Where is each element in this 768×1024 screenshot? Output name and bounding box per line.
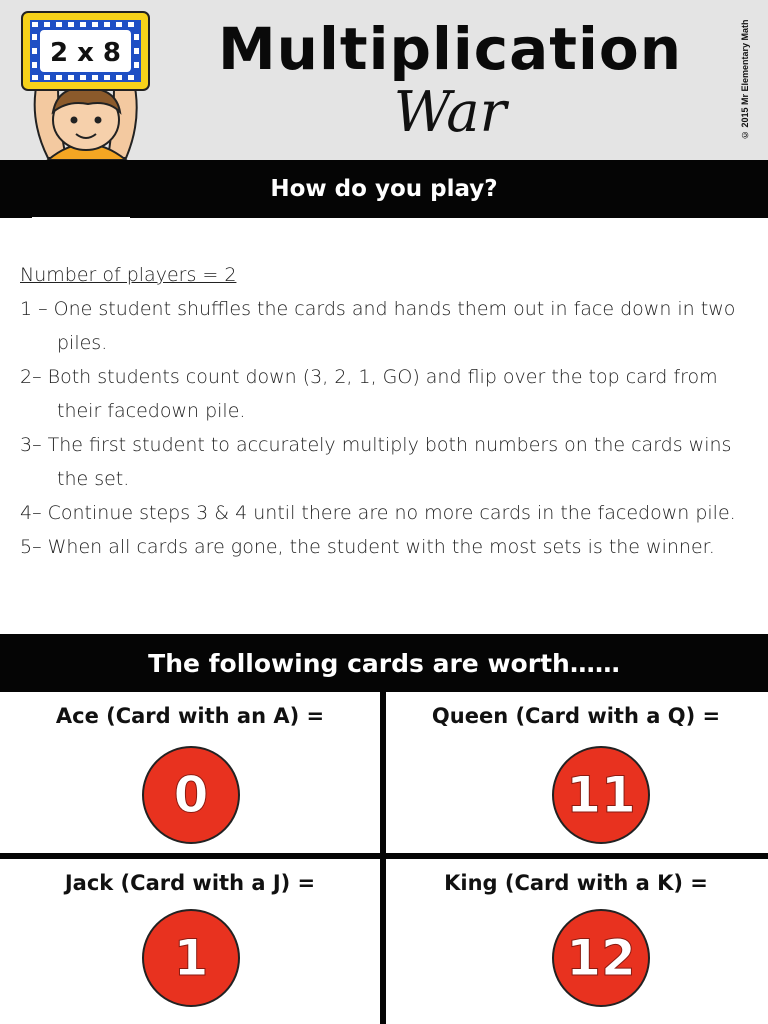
page-title: Multiplication [217, 15, 683, 83]
card-label: Queen (Card with a Q) = [431, 704, 721, 728]
card-value-number: 11 [566, 766, 636, 824]
value-circle-icon [550, 907, 652, 1009]
value-circle-icon [140, 744, 242, 846]
value-circle-icon [550, 744, 652, 846]
heading-underline-decoration [32, 217, 130, 219]
grid-divider-horizontal [0, 853, 768, 859]
page-subtitle: War [393, 80, 507, 145]
card-label: Ace (Card with an A) = [55, 704, 325, 728]
card-value-king [386, 859, 766, 1024]
badge-text: 2 x 8 [49, 38, 122, 68]
rules-section [20, 258, 750, 564]
card-label: Jack (Card with a J) = [64, 871, 316, 895]
card-values-heading: The following cards are worth…… [0, 634, 768, 692]
card-value-number: 0 [173, 766, 209, 824]
header [0, 0, 768, 160]
card-value-number: 1 [173, 929, 209, 987]
how-to-play-heading: How do you play? [0, 160, 768, 218]
card-label: King (Card with a K) = [444, 871, 708, 895]
rule-step-1: 1 – One student shuffles the cards and hands them out in face down in two piles. [20, 298, 736, 354]
rule-step-4: 4– Continue steps 3 & 4 until there are no more cards in the facedown pile. [20, 502, 736, 524]
rule-step-5: 5– When all cards are gone, the student with the most sets is the winner. [20, 536, 715, 558]
kid-holding-sign-illustration [18, 8, 153, 160]
rule-step-3: 3– The first student to accurately multiply both numbers on the cards wins the set. [20, 434, 732, 490]
card-value-ace [0, 692, 380, 853]
card-value-number: 12 [566, 929, 636, 987]
rule-step-2: 2– Both students count down (3, 2, 1, GO) and flip over the top card from their facedown pile. [20, 366, 718, 422]
copyright-notice: © 2015 Mr Elementary Math [740, 19, 750, 141]
card-values-grid [0, 692, 768, 1024]
value-circle-icon [140, 907, 242, 1009]
card-value-jack [0, 859, 380, 1024]
players-count: Number of players = 2 [20, 264, 237, 286]
card-value-queen [386, 692, 766, 853]
